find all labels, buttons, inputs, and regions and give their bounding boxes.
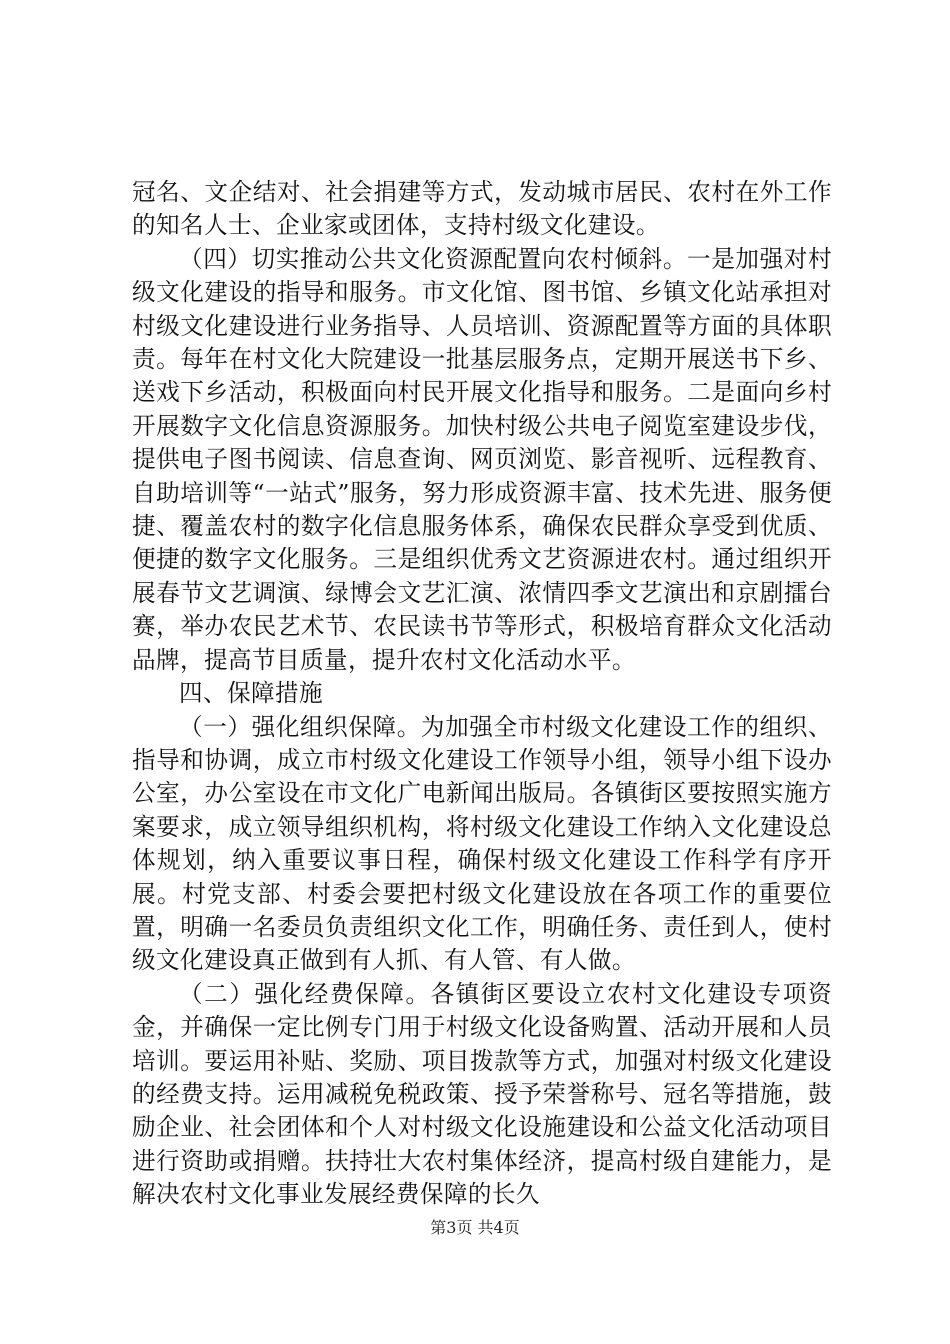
paragraph-continuation: 冠名、文企结对、社会捐建等方式，发动城市居民、农村在外工作的知名人士、企业家或团体，支持村级文化建设。 [132,178,832,240]
page-footer [0,1218,950,1238]
section-heading-4: 四、保障措施 [179,679,323,708]
paragraph-section-4-2: （二）强化经费保障。各镇街区要设立农村文化建设专项资金，并确保一定比例专门用于村级文化设备购置、活动开展和人员培训。要运用补贴、奖励、项目拨款等方式，加强对村级文化建设的经费支持。运用减税免税政策、授予荣誉称号、冠名等措施，鼓励企业、社会团体和个人对村级文化设施建设和公益文化活动项目进行资助或捐赠。扶持壮大农村集体经济，提高村级自建能力，是解决农村文化事业发展经费保障的长久 [132,979,832,1209]
paragraph-section-4-1: （一）强化组织保障。为加强全市村级文化建设工作的组织、指导和协调，成立市村级文化建设工作领导小组，领导小组下设办公室，办公室设在市文化广电新闻出版局。各镇街区要按照实施方案要求，成立领导组织机构，将村级文化建设工作纳入文化建设总体规划，纳入重要议事日程，确保村级文化建设工作科学有序开展。村党支部、村委会要把村级文化建设放在各项工作的重要位置，明确一名委员负责组织文化工作，明确任务、责任到人，使村级文化建设真正做到有人抓、有人管、有人做。 [132,712,832,975]
document-body [132,176,832,1212]
paragraph-section-3-4: （四）切实推动公共文化资源配置向农村倾斜。一是加强对村级文化建设的指导和服务。市文化馆、图书馆、乡镇文化站承担对村级文化建设进行业务指导、人员培训、资源配置等方面的具体职责。每年在村文化大院建设一批基层服务点，定期开展送书下乡、送戏下乡活动，积极面向村民开展文化指导和服务。二是面向乡村开展数字文化信息资源服务。加快村级公共电子阅览室建设步伐，提供电子图书阅读、信息查询、网页浏览、影音视听、远程教育、自助培训等“一站式”服务，努力形成资源丰富、技术先进、服务便捷、覆盖农村的数字化信息服务体系，确保农民群众享受到优质、便捷的数字文化服务。三是组织优秀文艺资源进农村。通过组织开展春节文艺调演、绿博会文艺汇演、浓情四季文艺演出和京剧擂台赛，举办农民艺术节、农民读书节等形式，积极培育群众文化活动品牌，提高节目质量，提升农村文化活动水平。 [132,244,832,674]
page-number-label: 第3页 共4页 [430,1218,520,1237]
